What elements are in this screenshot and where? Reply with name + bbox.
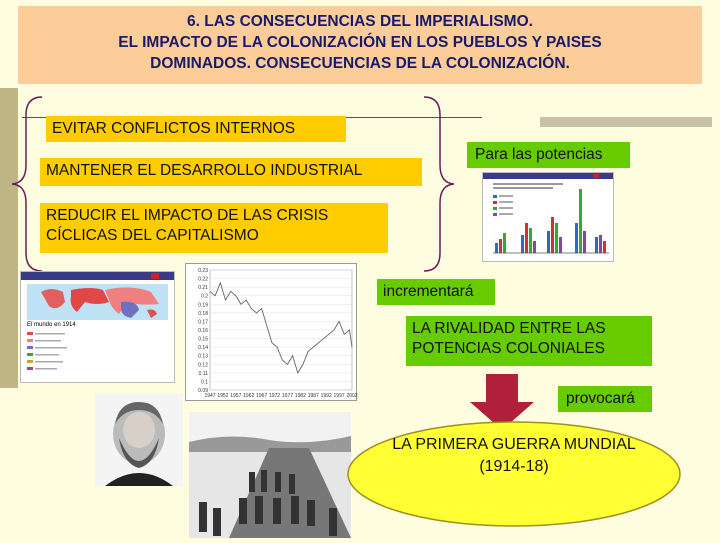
bar-chart-thumbnail <box>482 172 614 262</box>
reason-avoid-conflicts <box>46 116 346 142</box>
divider-bar-right <box>540 117 712 127</box>
line-chart-y-tick: 0.22 <box>198 276 208 283</box>
ww1-line-2: (1914-18) <box>479 458 549 475</box>
reason-reduce-crisis-line-2: CÍCLICAS DEL CAPITALISMO <box>46 227 259 244</box>
reason-reduce-crisis <box>40 203 388 253</box>
line-chart-y-tick: 0.16 <box>198 328 208 334</box>
line-chart-y-tick: 0.15 <box>198 336 208 343</box>
reason-industrial-development-label: MANTENER EL DESARROLLO INDUSTRIAL <box>46 162 363 179</box>
line-chart-x-tick: 1947 <box>204 393 216 399</box>
line-chart-y-tick: 0.18 <box>198 310 208 317</box>
soldiers-photo <box>189 412 351 538</box>
line-chart-y-tick: 0.13 <box>198 353 208 360</box>
line-chart-y-tick: 0.2 <box>201 293 208 300</box>
label-para-potencias <box>467 142 630 168</box>
reason-reduce-crisis-line-1: REDUCIR EL IMPACTO DE LAS CRISIS <box>46 207 329 224</box>
ww1-text <box>344 434 684 478</box>
map-caption: El mundo en 1914 <box>27 322 76 328</box>
bar-chart-bars <box>495 189 606 253</box>
right-brace-icon <box>420 95 460 273</box>
line-chart-x-tick: 1972 <box>268 393 281 399</box>
bar-chart-thumbnail-graphic <box>483 173 613 261</box>
rivalry-line-2: POTENCIAS COLONIALES <box>412 340 605 357</box>
line-chart-x-tick: 2002 <box>346 393 358 399</box>
line-chart-y-tick: 0.11 <box>198 370 208 377</box>
line-chart-x-tick: 1977 <box>281 393 294 399</box>
line-chart-y-tick: 0.21 <box>198 285 208 292</box>
line-chart-x-tick: 1997 <box>333 393 345 399</box>
line-chart-x-tick: 1967 <box>256 393 268 399</box>
line-chart-y-tick: 0.23 <box>198 268 208 274</box>
portrait-image <box>95 394 183 486</box>
bar-chart-legend <box>493 195 513 216</box>
label-para-potencias-text: Para las potencias <box>475 146 603 163</box>
line-chart-panel <box>185 263 357 401</box>
rivalry-box <box>406 316 652 366</box>
line-chart-y-tick: 0.19 <box>198 302 208 309</box>
label-incrementara-text: incrementará <box>383 283 474 300</box>
title-banner <box>18 6 702 84</box>
line-chart-y-tick: 0.17 <box>198 319 208 326</box>
line-chart-y-tick: 0.14 <box>198 345 208 352</box>
line-chart-y-tick: 0.1 <box>201 379 208 386</box>
line-chart-x-tick: 1982 <box>294 393 306 399</box>
line-chart-series <box>210 283 352 373</box>
reason-avoid-conflicts-label: EVITAR CONFLICTOS INTERNOS <box>52 120 296 137</box>
title-line-2: EL IMPACTO DE LA COLONIZACIÓN EN LOS PUEBLOS Y PAISES <box>118 34 602 51</box>
line-chart-x-tick: 1987 <box>307 393 319 399</box>
line-chart-x-tick: 1957 <box>230 393 242 399</box>
title-line-1: 6. LAS CONSECUENCIAS DEL IMPERIALISMO. <box>187 13 533 30</box>
world-map-thumbnail <box>20 271 175 383</box>
line-chart <box>186 264 356 400</box>
label-provocara-text: provocará <box>566 390 635 407</box>
soldiers-photo-graphic <box>189 412 351 538</box>
ww1-line-1: LA PRIMERA GUERRA MUNDIAL <box>392 436 636 453</box>
rivalry-line-1: LA RIVALIDAD ENTRE LAS <box>412 320 606 337</box>
line-chart-x-tick: 1952 <box>217 393 229 399</box>
line-chart-x-tick: 1962 <box>243 393 255 399</box>
label-incrementara <box>377 279 495 305</box>
portrait-graphic <box>95 394 183 486</box>
line-chart-y-tick: 0.12 <box>198 362 208 369</box>
map-legend <box>27 330 87 380</box>
line-chart-x-tick: 1992 <box>320 393 332 399</box>
line-chart-y-tick: 0.09 <box>198 388 208 394</box>
label-provocara <box>558 386 652 412</box>
title-line-3: DOMINADOS. CONSECUENCIAS DE LA COLONIZACIÓN. <box>150 55 570 72</box>
reason-industrial-development <box>40 158 422 186</box>
